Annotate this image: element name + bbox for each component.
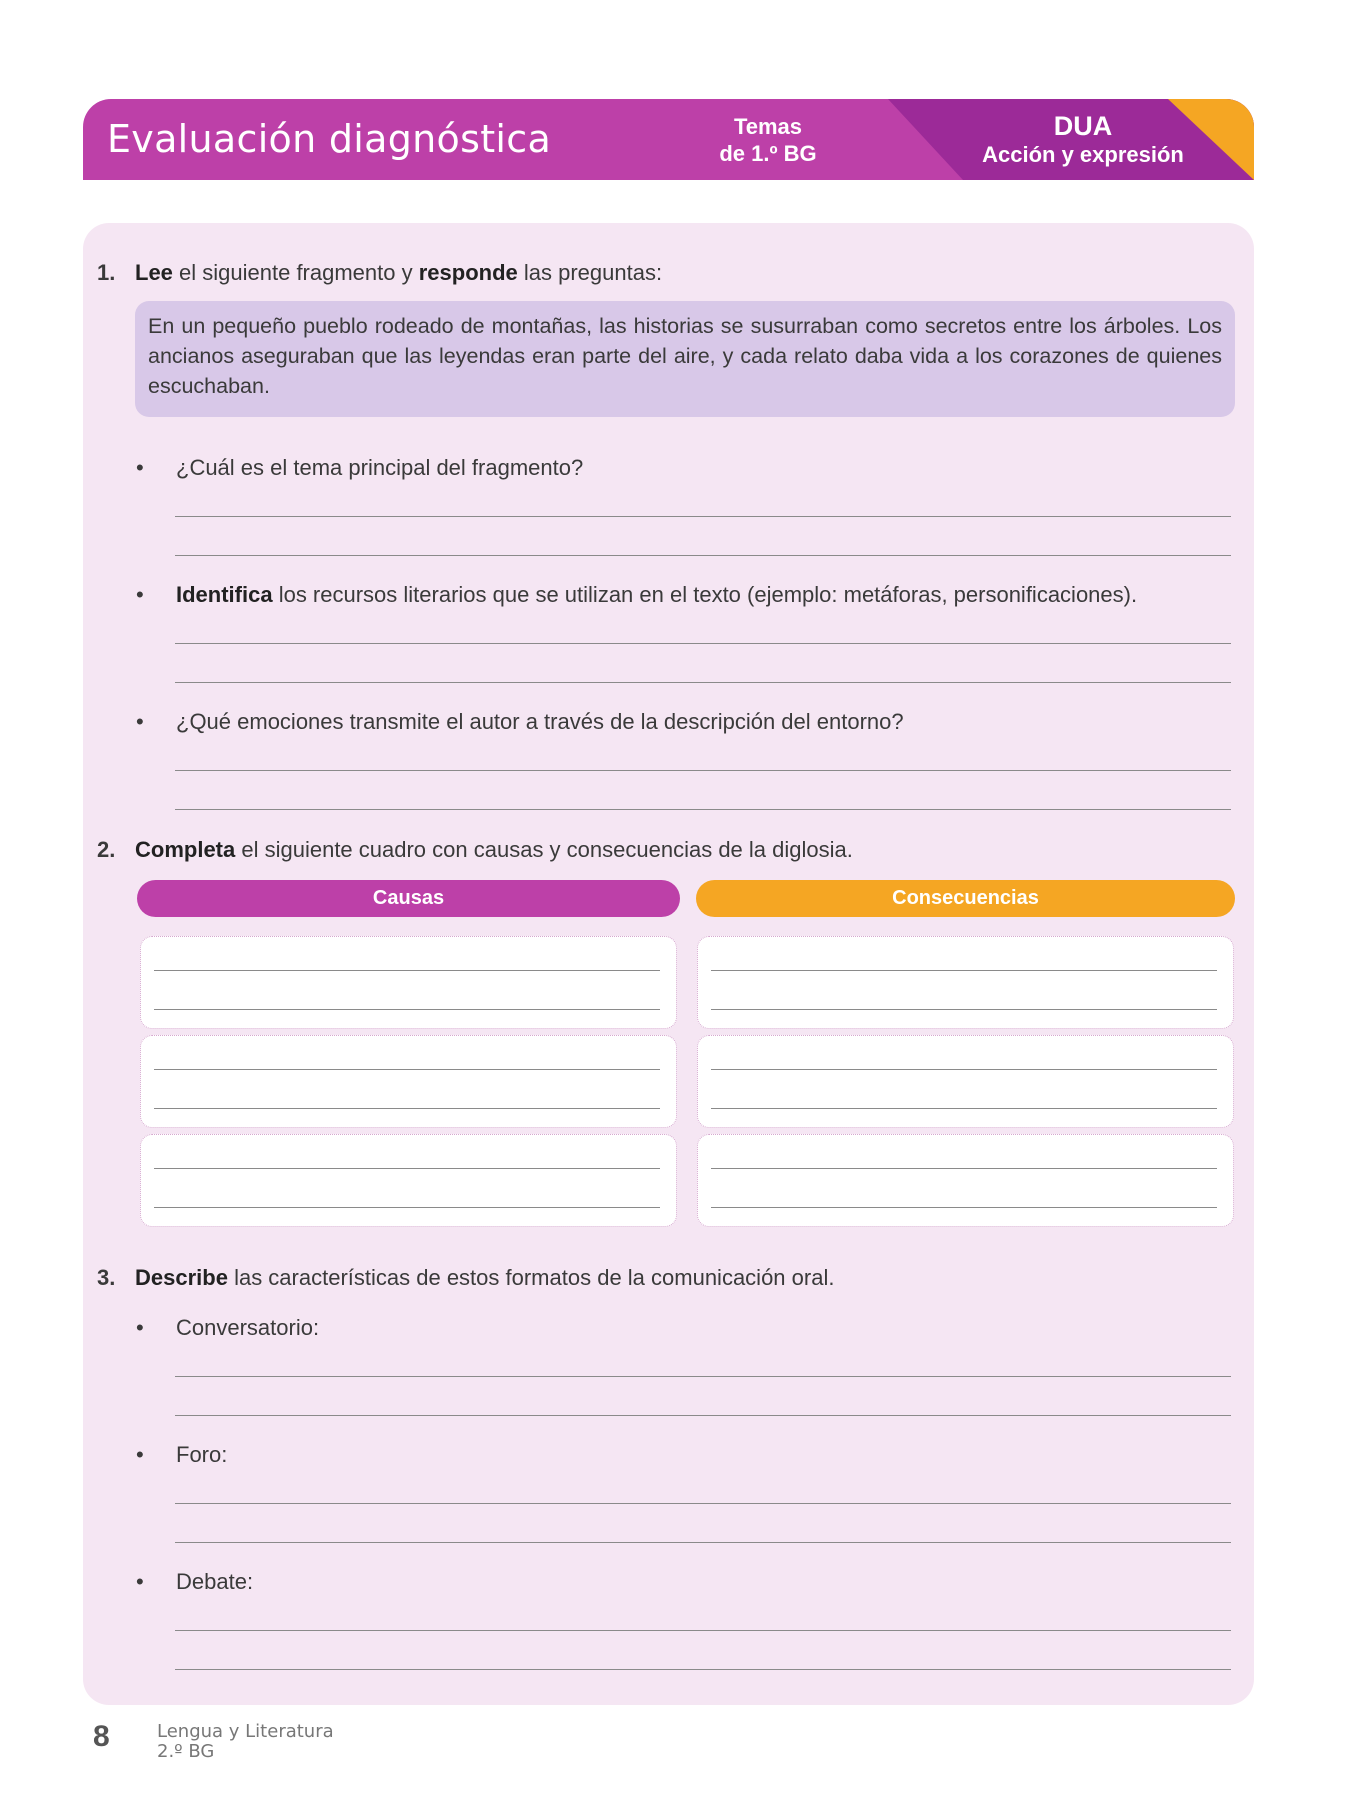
question-text: el siguiente cuadro con causas y consecuencias de la diglosia. — [235, 837, 853, 862]
answer-line[interactable] — [175, 682, 1231, 683]
answer-line[interactable] — [175, 1415, 1231, 1416]
dua-line2: Acción y expresión — [982, 142, 1184, 167]
subject-label: Lengua y Literatura — [157, 1721, 334, 1742]
answer-line[interactable] — [175, 1503, 1231, 1504]
consecuencia-cell-3[interactable] — [697, 1134, 1234, 1227]
question-2 — [97, 837, 853, 863]
answer-line[interactable] — [175, 516, 1231, 517]
bullet-dot: • — [136, 582, 144, 607]
bullet-verb: Identifica — [176, 582, 273, 607]
bullet-dot: • — [136, 709, 144, 734]
dua-line1: DUA — [1053, 111, 1113, 141]
bullet-text: Conversatorio: — [176, 1315, 320, 1340]
bullet-dot: • — [136, 455, 144, 480]
bullet-text: Foro: — [176, 1442, 228, 1467]
page-number: 8 — [93, 1720, 110, 1753]
answer-line[interactable] — [175, 809, 1231, 810]
bullet-question-1 — [136, 455, 583, 481]
bullet-question-3 — [136, 709, 904, 735]
bullet-text: los recursos literarios que se utilizan en el texto (ejemplo: metáforas, personificaciones). — [272, 582, 1138, 607]
question-verb: Lee — [135, 260, 173, 285]
dua-label — [953, 111, 1213, 169]
answer-line[interactable] — [175, 643, 1231, 644]
question-text: el siguiente fragmento y — [172, 260, 419, 285]
consecuencia-cell-2[interactable] — [697, 1035, 1234, 1128]
consecuencias-header: Consecuencias — [696, 880, 1235, 917]
format-foro — [136, 1442, 227, 1468]
answer-line[interactable] — [175, 770, 1231, 771]
bullet-dot: • — [136, 1569, 144, 1594]
consecuencia-cell-1[interactable] — [697, 936, 1234, 1029]
question-number: 1. — [97, 260, 116, 285]
question-number: 2. — [97, 837, 116, 862]
temas-line1: Temas — [733, 114, 803, 139]
bullet-question-2 — [136, 582, 1137, 608]
footer-subject — [157, 1722, 334, 1762]
format-conversatorio — [136, 1315, 319, 1341]
causa-cell-2[interactable] — [140, 1035, 677, 1128]
causa-cell-3[interactable] — [140, 1134, 677, 1227]
format-debate — [136, 1569, 253, 1595]
grade-label: 2.º BG — [157, 1741, 215, 1762]
page-title: Evaluación diagnóstica — [107, 117, 552, 161]
question-1 — [97, 260, 662, 286]
question-3 — [97, 1265, 834, 1291]
answer-line[interactable] — [175, 1542, 1231, 1543]
question-verb: responde — [418, 260, 518, 285]
bullet-dot: • — [136, 1442, 144, 1467]
causa-cell-1[interactable] — [140, 936, 677, 1029]
bullet-text: Debate: — [176, 1569, 254, 1594]
question-verb: Completa — [135, 837, 236, 862]
answer-line[interactable] — [175, 1376, 1231, 1377]
answer-line[interactable] — [175, 1630, 1231, 1631]
bullet-text: ¿Cuál es el tema principal del fragmento? — [176, 455, 584, 480]
question-text: las preguntas: — [517, 260, 663, 285]
temas-line2: de 1.º BG — [719, 141, 817, 166]
reading-fragment: En un pequeño pueblo rodeado de montañas, las historias se susurraban como secretos entre los árboles. Los ancianos aseguraban que las leyendas eran parte del aire, y cada relato daba vida a los corazones de quienes escuchaban. — [135, 301, 1235, 417]
causas-header: Causas — [137, 880, 680, 917]
question-number: 3. — [97, 1265, 116, 1290]
answer-line[interactable] — [175, 555, 1231, 556]
question-verb: Describe — [135, 1265, 228, 1290]
header-banner — [83, 99, 1254, 180]
bullet-dot: • — [136, 1315, 144, 1340]
temas-label — [693, 113, 843, 167]
bullet-text: ¿Qué emociones transmite el autor a través de la descripción del entorno? — [176, 709, 904, 734]
question-text: las características de estos formatos de la comunicación oral. — [227, 1265, 835, 1290]
answer-line[interactable] — [175, 1669, 1231, 1670]
